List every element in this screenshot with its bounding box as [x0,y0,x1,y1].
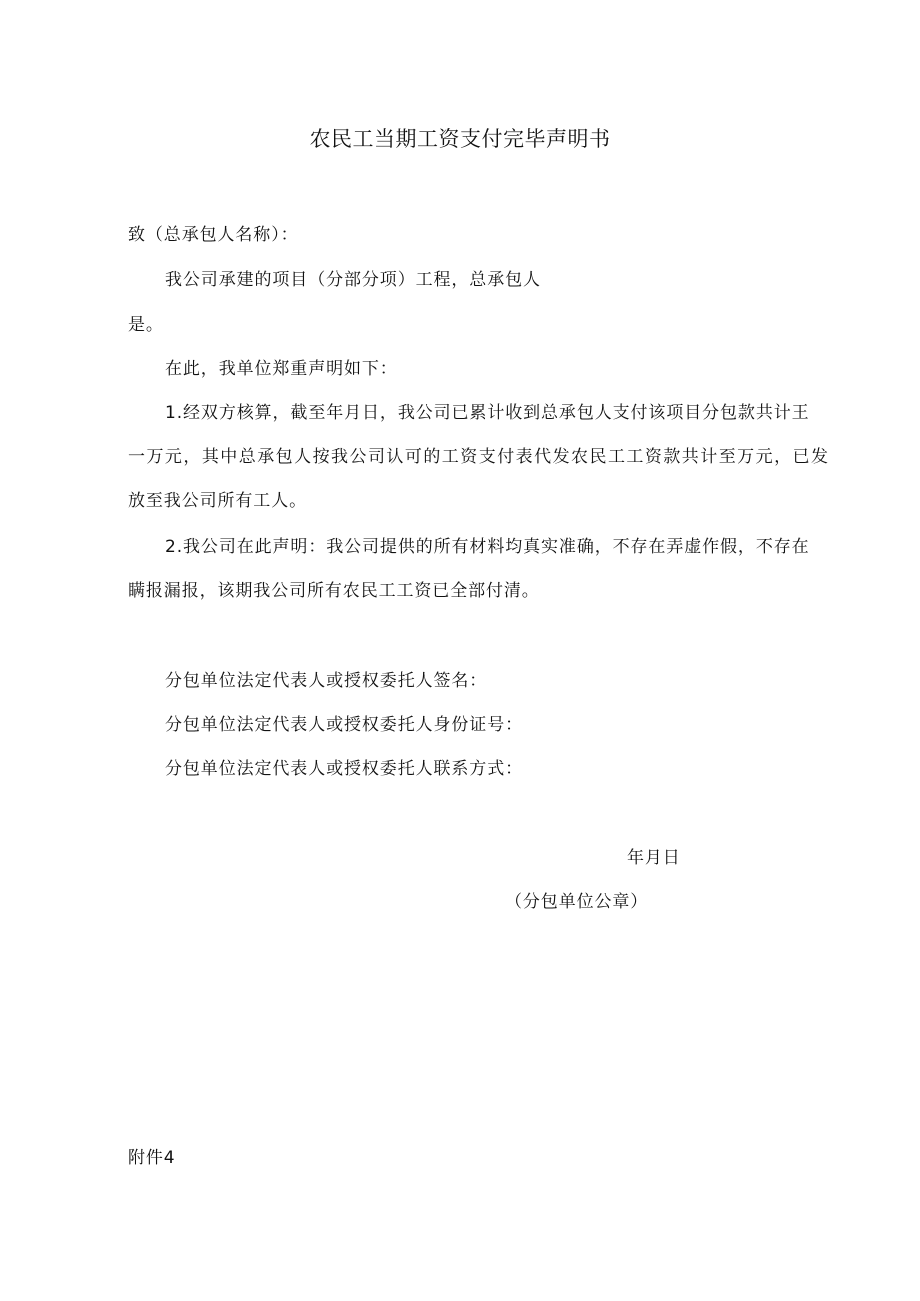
item-1-number: 1. [165,403,184,423]
company-seal-label: （分包单位公章） [505,892,649,912]
item-1-line-2: 一万元，其中总承包人按我公司认可的工资支付表代发农民工工资款共计至万元，已发 [128,447,828,467]
annex-label: 附件4 [128,1148,176,1168]
item-1-line-3: 放至我公司所有工人。 [128,491,307,511]
item-2-line-1 [165,535,810,559]
date-field: 年月日 [627,848,681,868]
item-2-text-1: 我公司在此声明：我公司提供的所有材料均真实准确，不存在弄虚作假，不存在 [183,537,810,557]
item-2-line-2: 瞒报漏报，该期我公司所有农民工工资已全部付清。 [128,581,540,601]
intro-line-2: 是。 [128,315,164,335]
item-1-text-1: 经双方核算，截至年月日，我公司已累计收到总承包人支付该项目分包款共计王 [183,403,810,423]
intro-line-1: 我公司承建的项目（分部分项）工程，总承包人 [165,270,541,290]
declaration-intro: 在此，我单位郑重声明如下： [165,359,398,379]
item-2-number: 2. [165,537,184,557]
item-1-line-1 [165,401,810,425]
document-title: 农民工当期工资支付完毕声明书 [309,127,611,151]
signature-name-field: 分包单位法定代表人或授权委托人签名： [165,671,488,691]
signature-id-field: 分包单位法定代表人或授权委托人身份证号： [165,715,523,735]
salutation: 致（总承包人名称）： [128,225,299,245]
signature-contact-field: 分包单位法定代表人或授权委托人联系方式： [165,759,523,779]
